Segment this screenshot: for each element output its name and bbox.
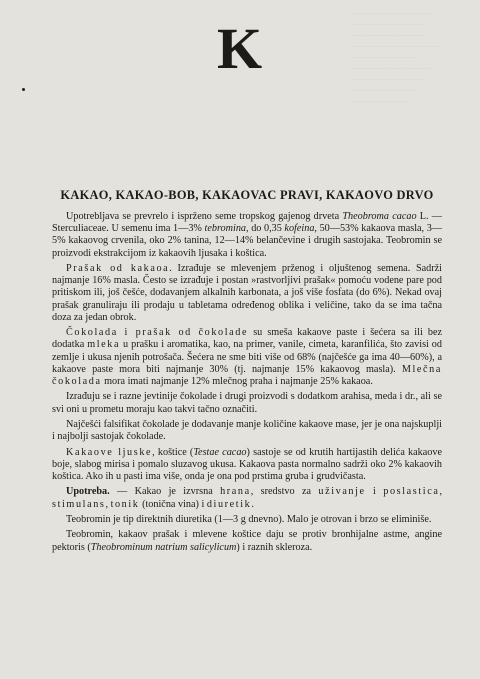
section-letter: K bbox=[216, 16, 264, 81]
article-title: KAKAO, KAKAO-BOB, KAKAOVAC PRAVI, KAKAOVO DRVO bbox=[60, 188, 434, 202]
paragraph-intro: Upotrebljava se prevrelo i isprženo seme tropskog gajenog drveta Theobroma cacao L. — Sterculiaceae. U semenu ima 1—3% tebromina, do 0,35 kofeina, 50—53% kakaova masla, 3—5% kakaovog crvenila, oko 2% tanina, 12—14% belančevine i drugih sastojaka. Teobromin se proizvodi ekstrakcijom iz kakaovih ljusaka i koštica. bbox=[52, 211, 442, 259]
paragraph-medical-use: Teobromin, kakaov prašak i mlevene koštice daju se protiv bronhijalne astme, angine pektoris (Theobrominum natrium salicylicum) i raznih skleroza. bbox=[52, 529, 442, 553]
paragraph-diuretic: Teobromin je tip direktnih diuretika (1—3 g dnevno). Malo je otrovan i brzo se eliminiše. bbox=[66, 513, 432, 525]
article-body bbox=[52, 211, 442, 557]
bleed-through-text: —— ——— ———— —— ————— ——— —— —— ———— ———— ——— ———— —— ——— ———— ——— —— ————— —— ———— —— ———— ———— ——— —— ———— ———— ——— — bbox=[350, 9, 440, 105]
paragraph-cocoa-powder: Prašak od kakaoa. Izrađuje se mlevenjem prženog i oljuštenog semena. Sadrži najmanje 16% masla. Često se izrađuje i postan »rastvorljivi prašak« pomoću vodene pare pod pritiskom ili, još češće, dodavanjem alkalnih karbonata, a još više fosfata (do 6%). Nekad ovaj prašak granuliraju ili prodaju u tabletama određenog oblika i veličine, tako da se ima tačna doza za jedan obrok. bbox=[52, 263, 442, 323]
paragraph-usage: Upotreba. — Kakao je izvrsna hrana, sredstvo za uživanje i poslastica, stimulans, tonik (tonična vina) i diuretik. bbox=[52, 486, 442, 510]
paragraph-chocolate: Čokolada i prašak od čokolade su smeša kakaove paste i šećera sa ili bez dodatka mleka u prašku i aromatika, kao, na primer, vanile, cimeta, karanfilića, što zavisi od zemlje i ukusa njenih potrošača. Šećera ne sme biti više od 68% (najčešće ga ima 40—60%), a kakaove paste mora biti najmanje 30% (tj. najmanje 15% kakaovog masla). Mlečna čokolada mora imati najmanje 12% mlečnog praha i najmanje 25% kakaoa. bbox=[52, 327, 443, 388]
ink-dot bbox=[22, 88, 25, 91]
paragraph-cheaper-products: Izrađuju se i razne jevtinije čokolade i drugi proizvodi s dodatkom arahisa, meda i dr., ali se svi oni u prometu moraju kao takvi tačno označiti. bbox=[52, 391, 442, 415]
paragraph-falsification: Najčešći falsifikat čokolade je dodavanje manje količine kakaove mase, jer je ona najskuplji i najbolji sastojak čokolade. bbox=[52, 419, 442, 443]
paragraph-husks: Kakaove ljuske, koštice (Testae cacao) sastoje se od krutih hartijastih delića kakaove boje, slabog mirisa i pomalo sluzavog ukusa. Kakaova pasta normalno sadrži oko 2% kakaovih koštica. Ako ih u pasti ima više, onda je ona pod prstima gruba i grudvičasta. bbox=[52, 446, 442, 482]
